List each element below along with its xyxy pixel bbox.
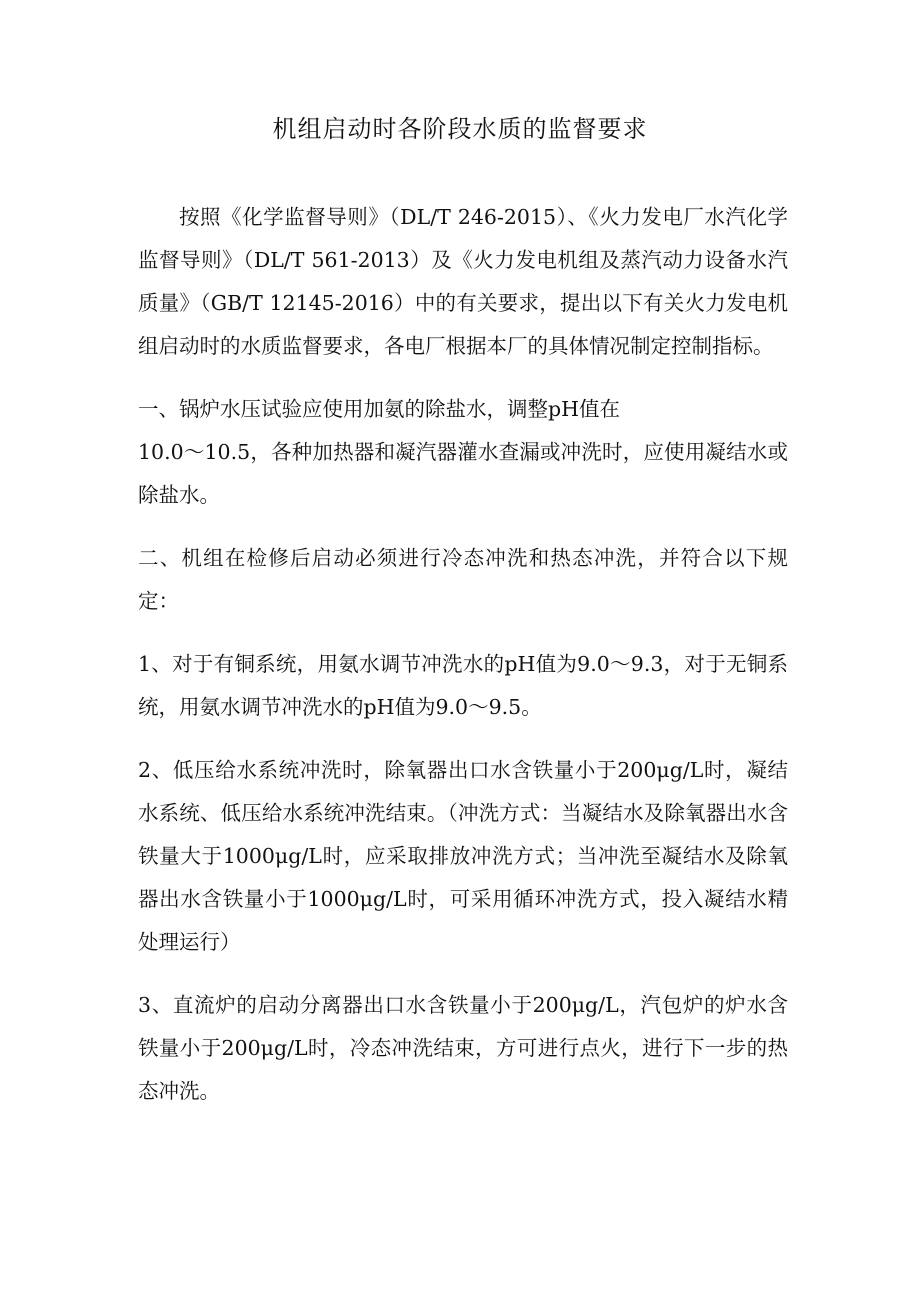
document-body [138, 196, 788, 1133]
item-3-paragraph: 3、直流炉的启动分离器出口水含铁量小于200μg/L，汽包炉的炉水含铁量小于200μg/L时，冷态冲洗结束，方可进行点火，进行下一步的热态冲洗。 [138, 993, 788, 1103]
section-one-line-2: 10.0～10.5，各种加热器和凝汽器灌水查漏或冲洗时，应使用凝结水或除盐水。 [138, 440, 788, 507]
section-one-paragraph [138, 388, 788, 517]
section-two-paragraph: 二、机组在检修后启动必须进行冷态冲洗和热态冲洗，并符合以下规定： [138, 546, 788, 613]
document-title: 机组启动时各阶段水质的监督要求 [272, 115, 648, 143]
item-2-paragraph: 2、低压给水系统冲洗时，除氧器出口水含铁量小于200μg/L时，凝结水系统、低压给水系统冲洗结束。（冲洗方式：当凝结水及除氧器出水含铁量大于1000μg/L时，应采取排放冲洗方式；当冲洗至凝结水及除氧器出水含铁量小于1000μg/L时，可采用循环冲洗方式，投入凝结水精处理运行） [138, 758, 788, 954]
section-one-line-1: 一、锅炉水压试验应使用加氨的除盐水，调整pH值在 [138, 397, 620, 421]
item-1-paragraph: 1、对于有铜系统，用氨水调节冲洗水的pH值为9.0～9.3，对于无铜系统，用氨水调节冲洗水的pH值为9.0～9.5。 [138, 652, 788, 719]
intro-paragraph: 按照《化学监督导则》（DL/T 246-2015）、《火力发电厂水汽化学监督导则》（DL/T 561-2013）及《火力发电机组及蒸汽动力设备水汽质量》（GB/T 12145-2016）中的有关要求，提出以下有关火力发电机组启动时的水质监督要求，各电厂根据本厂的具体情况制定控制指标。 [138, 205, 788, 358]
